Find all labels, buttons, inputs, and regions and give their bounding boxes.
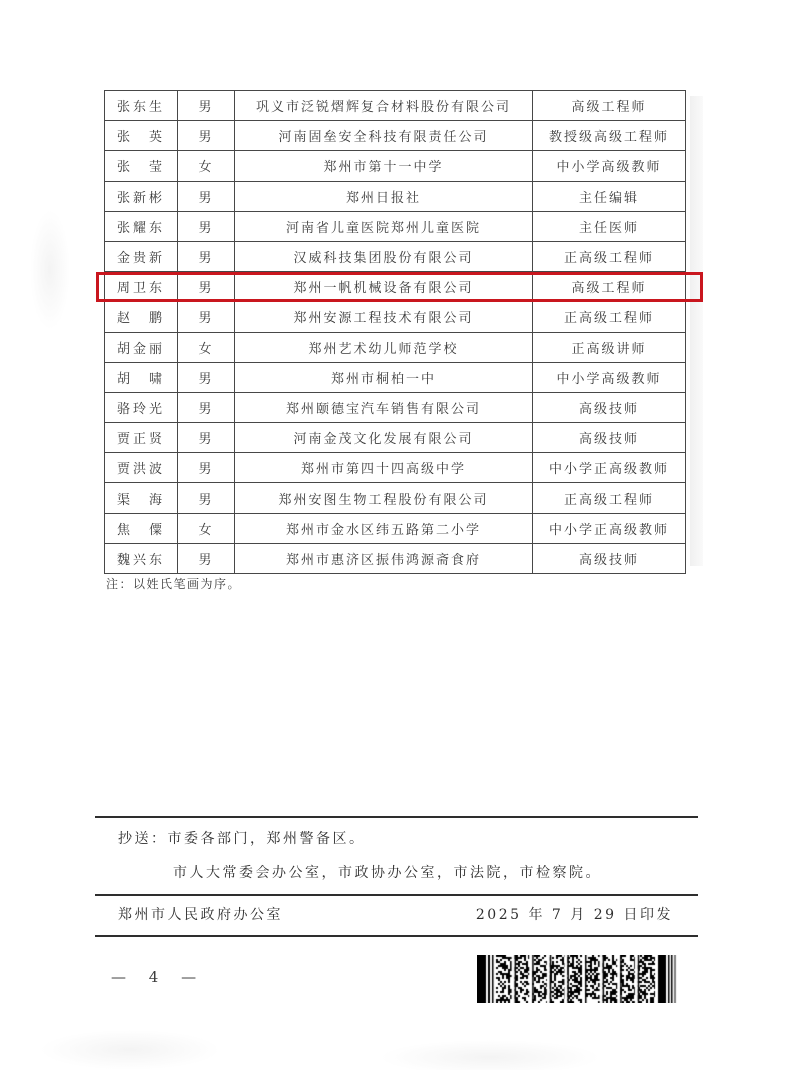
cell-name: 骆玲光: [105, 392, 178, 422]
cell-org: 郑州市第十一中学: [235, 151, 533, 181]
cell-org: 郑州市第四十四高级中学: [235, 453, 533, 483]
divider: [95, 935, 698, 937]
table-row: [105, 332, 686, 362]
table-row: [105, 302, 686, 332]
cell-gender: 男: [178, 211, 235, 241]
cell-name: 张耀东: [105, 211, 178, 241]
page-number: — 4 —: [111, 968, 206, 986]
cell-org: 郑州市惠济区振伟鸿源斋食府: [235, 543, 533, 573]
table-row: [105, 211, 686, 241]
divider: [95, 816, 698, 818]
scan-smudge: [380, 1040, 600, 1070]
cell-name: 张新彬: [105, 181, 178, 211]
cc-distribution-line1: 抄送：市委各部门，郑州警备区。: [118, 831, 366, 847]
table-row: [105, 241, 686, 271]
table-row: [105, 181, 686, 211]
cc-distribution-line2: 市人大常委会办公室，市政协办公室，市法院，市检察院。: [173, 865, 602, 881]
cell-gender: 男: [178, 121, 235, 151]
cell-title: 正高级讲师: [533, 332, 686, 362]
cell-org: 河南金茂文化发展有限公司: [235, 423, 533, 453]
cell-title: 高级技师: [533, 423, 686, 453]
cell-name: 焦 僳: [105, 513, 178, 543]
cell-title: 高级技师: [533, 392, 686, 422]
table-row: [105, 453, 686, 483]
cell-name: 张 英: [105, 121, 178, 151]
cell-title: 正高级工程师: [533, 241, 686, 271]
cell-org: 郑州安图生物工程股份有限公司: [235, 483, 533, 513]
cell-name: 渠 海: [105, 483, 178, 513]
cell-gender: 男: [178, 543, 235, 573]
cell-title: 中小学高级教师: [533, 362, 686, 392]
cell-gender: 男: [178, 91, 235, 121]
table-row: [105, 423, 686, 453]
cell-gender: 男: [178, 453, 235, 483]
cell-gender: 女: [178, 151, 235, 181]
table-row: [105, 91, 686, 121]
cell-gender: 男: [178, 362, 235, 392]
cell-title: 正高级工程师: [533, 483, 686, 513]
cell-org: 河南固垒安全科技有限责任公司: [235, 121, 533, 151]
cell-org: 郑州一帆机械设备有限公司: [235, 272, 533, 302]
cell-org: 郑州安源工程技术有限公司: [235, 302, 533, 332]
cell-gender: 男: [178, 241, 235, 271]
cell-org: 巩义市泛锐熠辉复合材料股份有限公司: [235, 91, 533, 121]
awardees-table: [104, 90, 686, 574]
print-date: 2025 年 7 月 29 日印发: [475, 907, 673, 923]
cell-org: 郑州艺术幼儿师范学校: [235, 332, 533, 362]
table-row: [105, 121, 686, 151]
cell-title: 中小学正高级教师: [533, 453, 686, 483]
table-row: [105, 392, 686, 422]
cell-title: 中小学正高级教师: [533, 513, 686, 543]
table-row: [105, 151, 686, 181]
cell-name: 贾正贤: [105, 423, 178, 453]
divider: [95, 894, 698, 896]
scan-shadow-artifact: [690, 96, 703, 566]
cell-org: 郑州市桐柏一中: [235, 362, 533, 392]
cell-name: 胡金丽: [105, 332, 178, 362]
table-row: [105, 362, 686, 392]
table-row: [105, 272, 686, 302]
cell-gender: 男: [178, 423, 235, 453]
table-note: 注：以姓氏笔画为序。: [106, 577, 242, 591]
table-row: [105, 483, 686, 513]
cell-gender: 男: [178, 181, 235, 211]
cell-gender: 男: [178, 272, 235, 302]
cell-title: 高级工程师: [533, 272, 686, 302]
cell-name: 张东生: [105, 91, 178, 121]
scan-smudge: [40, 1030, 220, 1070]
cell-title: 高级技师: [533, 543, 686, 573]
barcode-image: [477, 955, 677, 1003]
cell-title: 正高级工程师: [533, 302, 686, 332]
cell-org: 郑州日报社: [235, 181, 533, 211]
cell-name: 贾洪波: [105, 453, 178, 483]
cell-gender: 男: [178, 392, 235, 422]
cell-org: 郑州市金水区纬五路第二小学: [235, 513, 533, 543]
cell-title: 中小学高级教师: [533, 151, 686, 181]
cell-gender: 男: [178, 302, 235, 332]
cell-title: 高级工程师: [533, 91, 686, 121]
cell-title: 主任编辑: [533, 181, 686, 211]
cell-gender: 男: [178, 483, 235, 513]
cell-title: 教授级高级工程师: [533, 121, 686, 151]
cell-name: 金贵新: [105, 241, 178, 271]
cell-gender: 女: [178, 513, 235, 543]
cell-name: 周卫东: [105, 272, 178, 302]
cell-org: 郑州颐德宝汽车销售有限公司: [235, 392, 533, 422]
cell-org: 河南省儿童医院郑州儿童医院: [235, 211, 533, 241]
cell-name: 张 莹: [105, 151, 178, 181]
cell-name: 魏兴东: [105, 543, 178, 573]
issuer-row: [118, 904, 673, 924]
table-row: [105, 543, 686, 573]
cell-org: 汉威科技集团股份有限公司: [235, 241, 533, 271]
cell-title: 主任医师: [533, 211, 686, 241]
issuing-office: 郑州市人民政府办公室: [118, 907, 283, 923]
scan-smudge: [30, 210, 70, 330]
table-row: [105, 513, 686, 543]
cell-name: 胡 啸: [105, 362, 178, 392]
cell-name: 赵 鹏: [105, 302, 178, 332]
cell-gender: 女: [178, 332, 235, 362]
